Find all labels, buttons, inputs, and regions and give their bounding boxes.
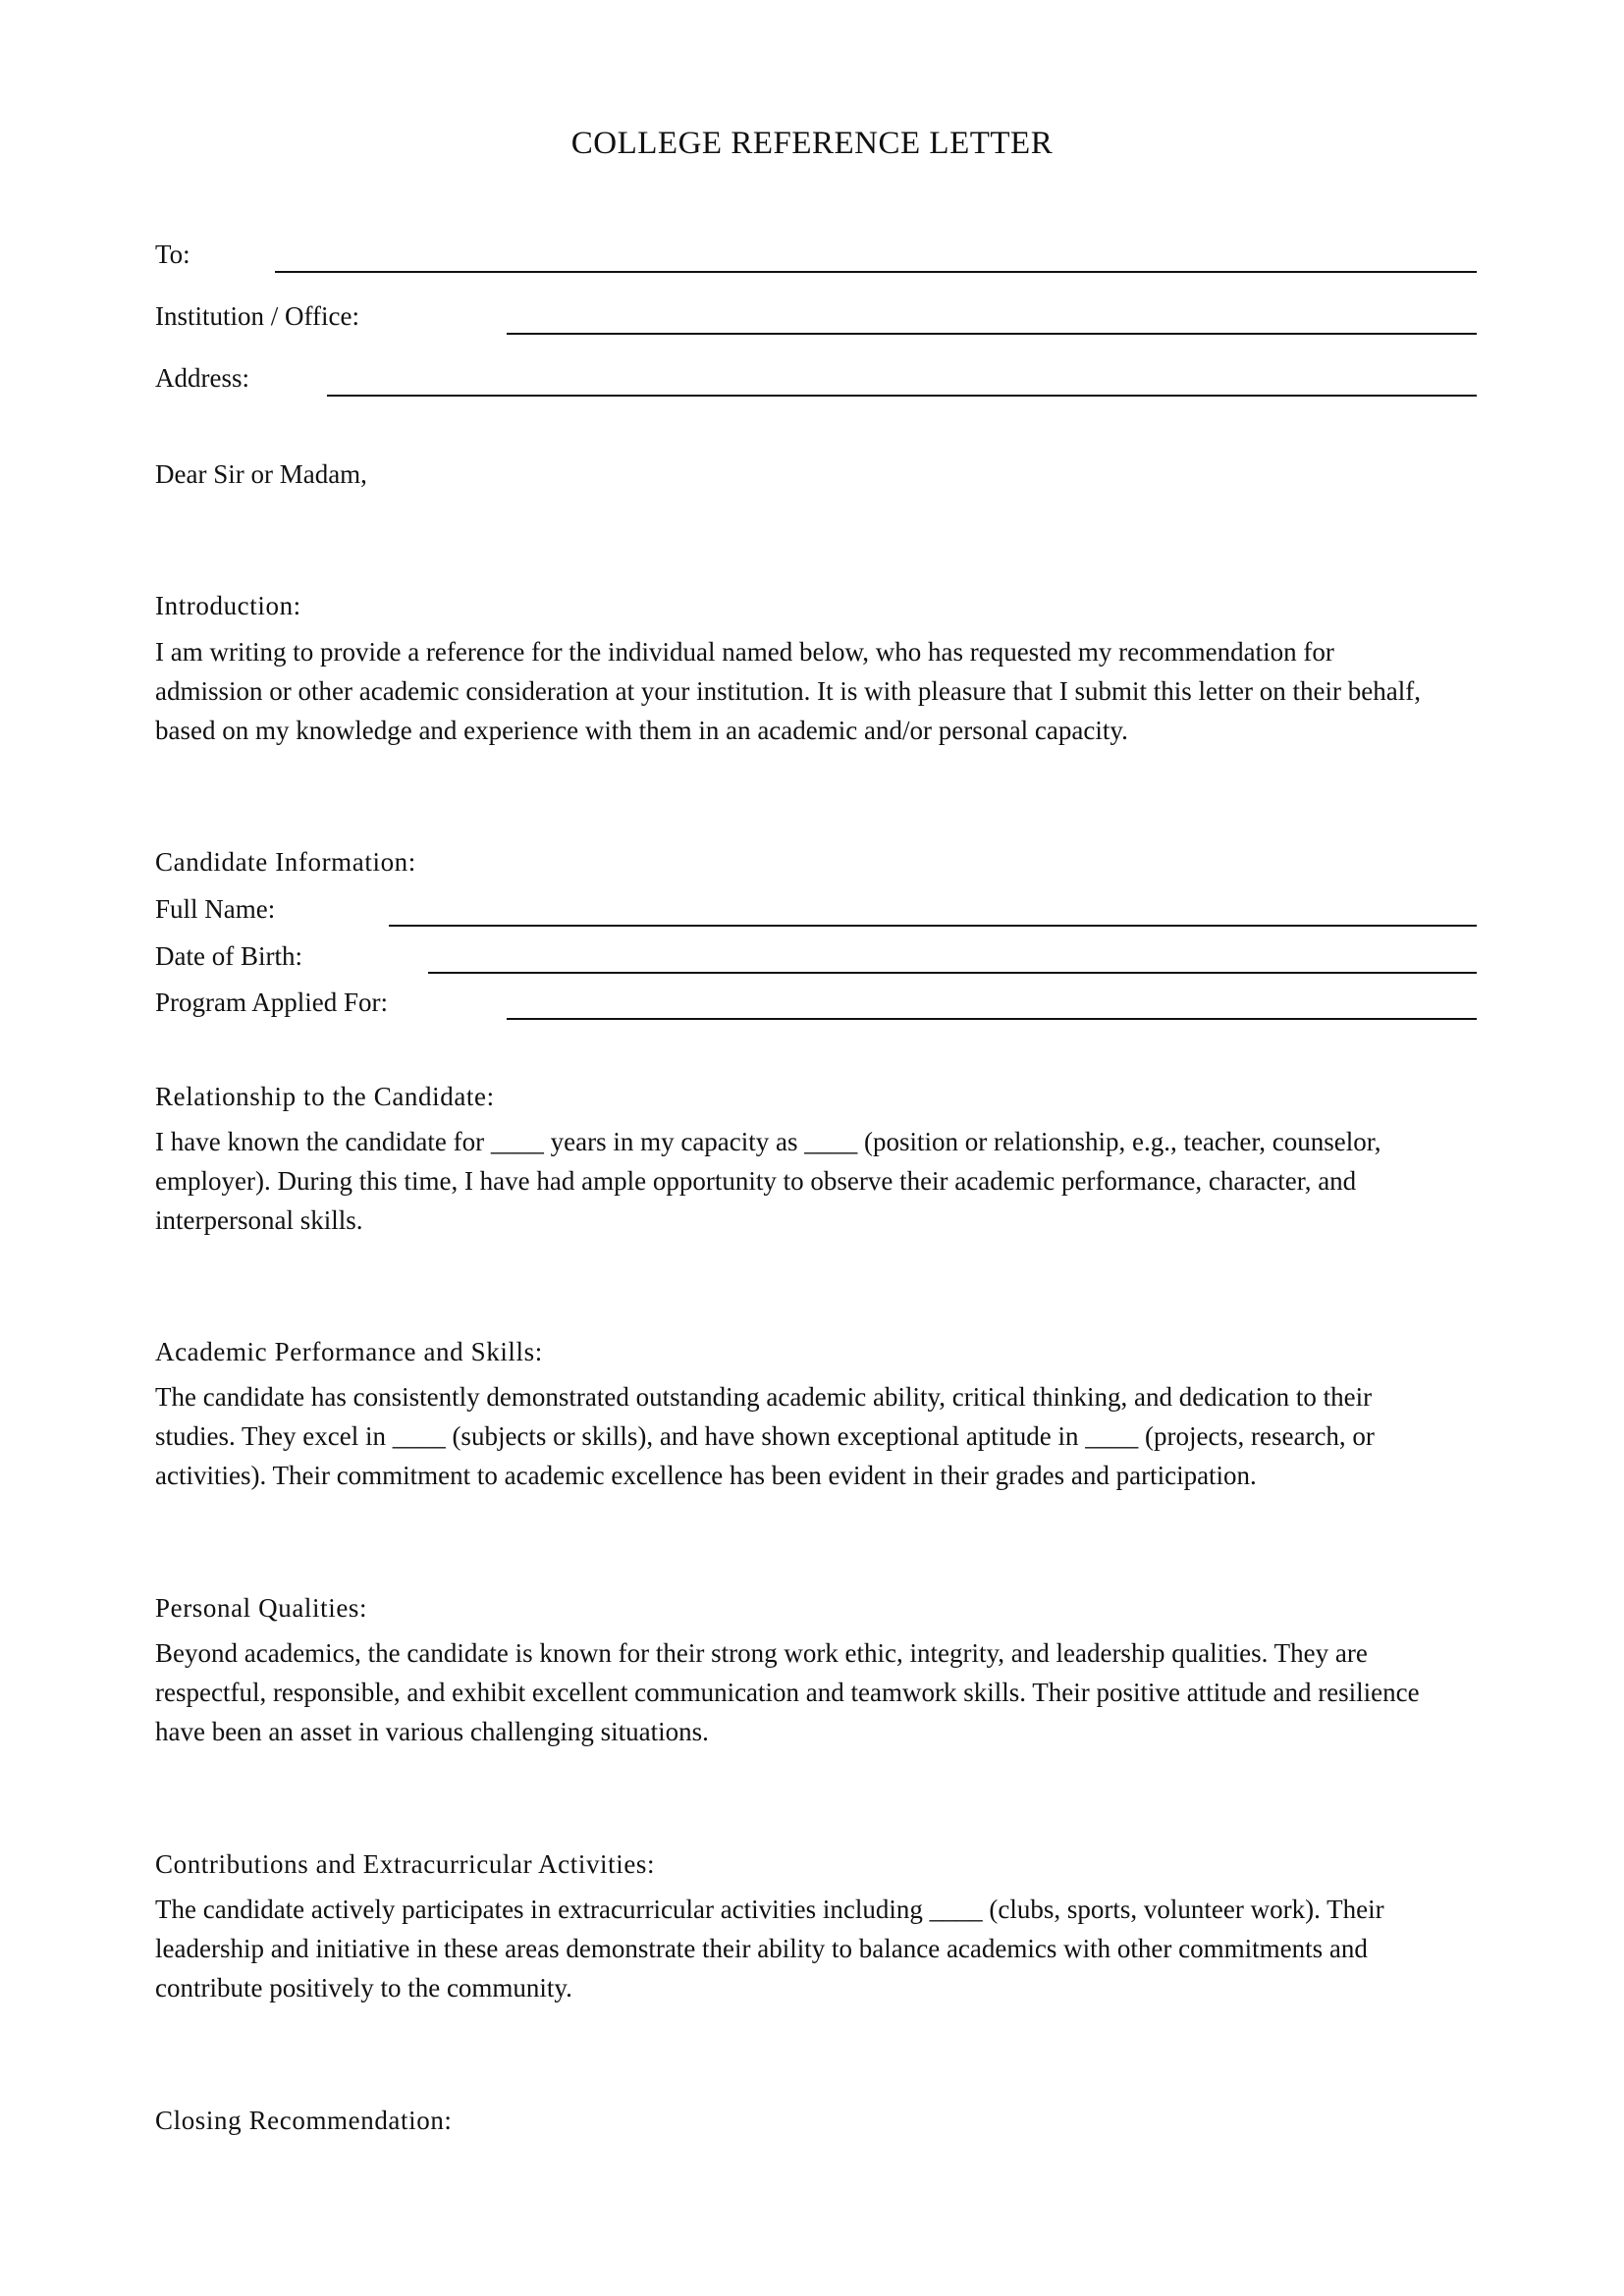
relationship-heading: Relationship to the Candidate: (155, 1082, 495, 1111)
paragraph-line: Beyond academics, the candidate is known for their strong work ethic, integrity, and leadership qualities. They are (155, 1638, 1368, 1668)
paragraph-line: have been an asset in various challenging situations. (155, 1717, 709, 1746)
candidate-heading: Candidate Information: (155, 847, 416, 877)
to-field[interactable] (275, 271, 1477, 273)
paragraph-line: studies. They excel in ____ (subjects or skills), and have shown exceptional aptitude in ____ (projects, research, or (155, 1421, 1375, 1451)
address-label: Address: (155, 363, 249, 393)
introduction-heading: Introduction: (155, 591, 301, 620)
closing-heading: Closing Recommendation: (155, 2106, 453, 2135)
date-of-birth-label: Date of Birth: (155, 941, 302, 971)
paragraph-line: The candidate actively participates in extracurricular activities including ____ (clubs, sports, volunteer work). Their (155, 1895, 1384, 1924)
program-field[interactable] (507, 1018, 1477, 1020)
paragraph-line: activities). Their commitment to academic excellence has been evident in their grades and participation. (155, 1461, 1257, 1490)
paragraph-line: based on my knowledge and experience with them in an academic and/or personal capacity. (155, 716, 1128, 745)
paragraph-line: admission or other academic consideration at your institution. It is with pleasure that I submit this letter on their behalf, (155, 676, 1421, 706)
institution-field[interactable] (507, 333, 1477, 335)
contributions-paragraph (155, 1890, 1481, 2007)
full-name-field[interactable] (389, 925, 1477, 927)
date-of-birth-field[interactable] (428, 972, 1477, 974)
academic-heading: Academic Performance and Skills: (155, 1337, 543, 1366)
contributions-heading: Contributions and Extracurricular Activities: (155, 1849, 656, 1879)
personal-heading: Personal Qualities: (155, 1593, 368, 1623)
full-name-label: Full Name: (155, 894, 276, 924)
paragraph-line: I have known the candidate for ____ years in my capacity as ____ (position or relationship, e.g., teacher, counselor, (155, 1127, 1381, 1156)
paragraph-line: interpersonal skills. (155, 1205, 363, 1235)
address-field[interactable] (327, 395, 1477, 397)
to-label: To: (155, 240, 190, 269)
paragraph-line: respectful, responsible, and exhibit excellent communication and teamwork skills. Their positive attitude and resilience (155, 1678, 1420, 1707)
personal-paragraph (155, 1633, 1481, 1751)
introduction-paragraph (155, 632, 1481, 750)
paragraph-line: leadership and initiative in these areas demonstrate their ability to balance academics with other commitments and (155, 1934, 1368, 1963)
paragraph-line: employer). During this time, I have had ample opportunity to observe their academic performance, character, and (155, 1166, 1357, 1196)
paragraph-line: The candidate has consistently demonstrated outstanding academic ability, critical thinking, and dedication to their (155, 1382, 1373, 1412)
program-label: Program Applied For: (155, 988, 388, 1017)
salutation: Dear Sir or Madam, (155, 459, 367, 489)
document-title: COLLEGE REFERENCE LETTER (570, 126, 1054, 161)
academic-paragraph (155, 1377, 1481, 1495)
relationship-paragraph (155, 1122, 1481, 1240)
paragraph-line: contribute positively to the community. (155, 1973, 572, 2002)
paragraph-line: I am writing to provide a reference for the individual named below, who has requested my recommendation for (155, 637, 1334, 667)
institution-label: Institution / Office: (155, 301, 359, 331)
